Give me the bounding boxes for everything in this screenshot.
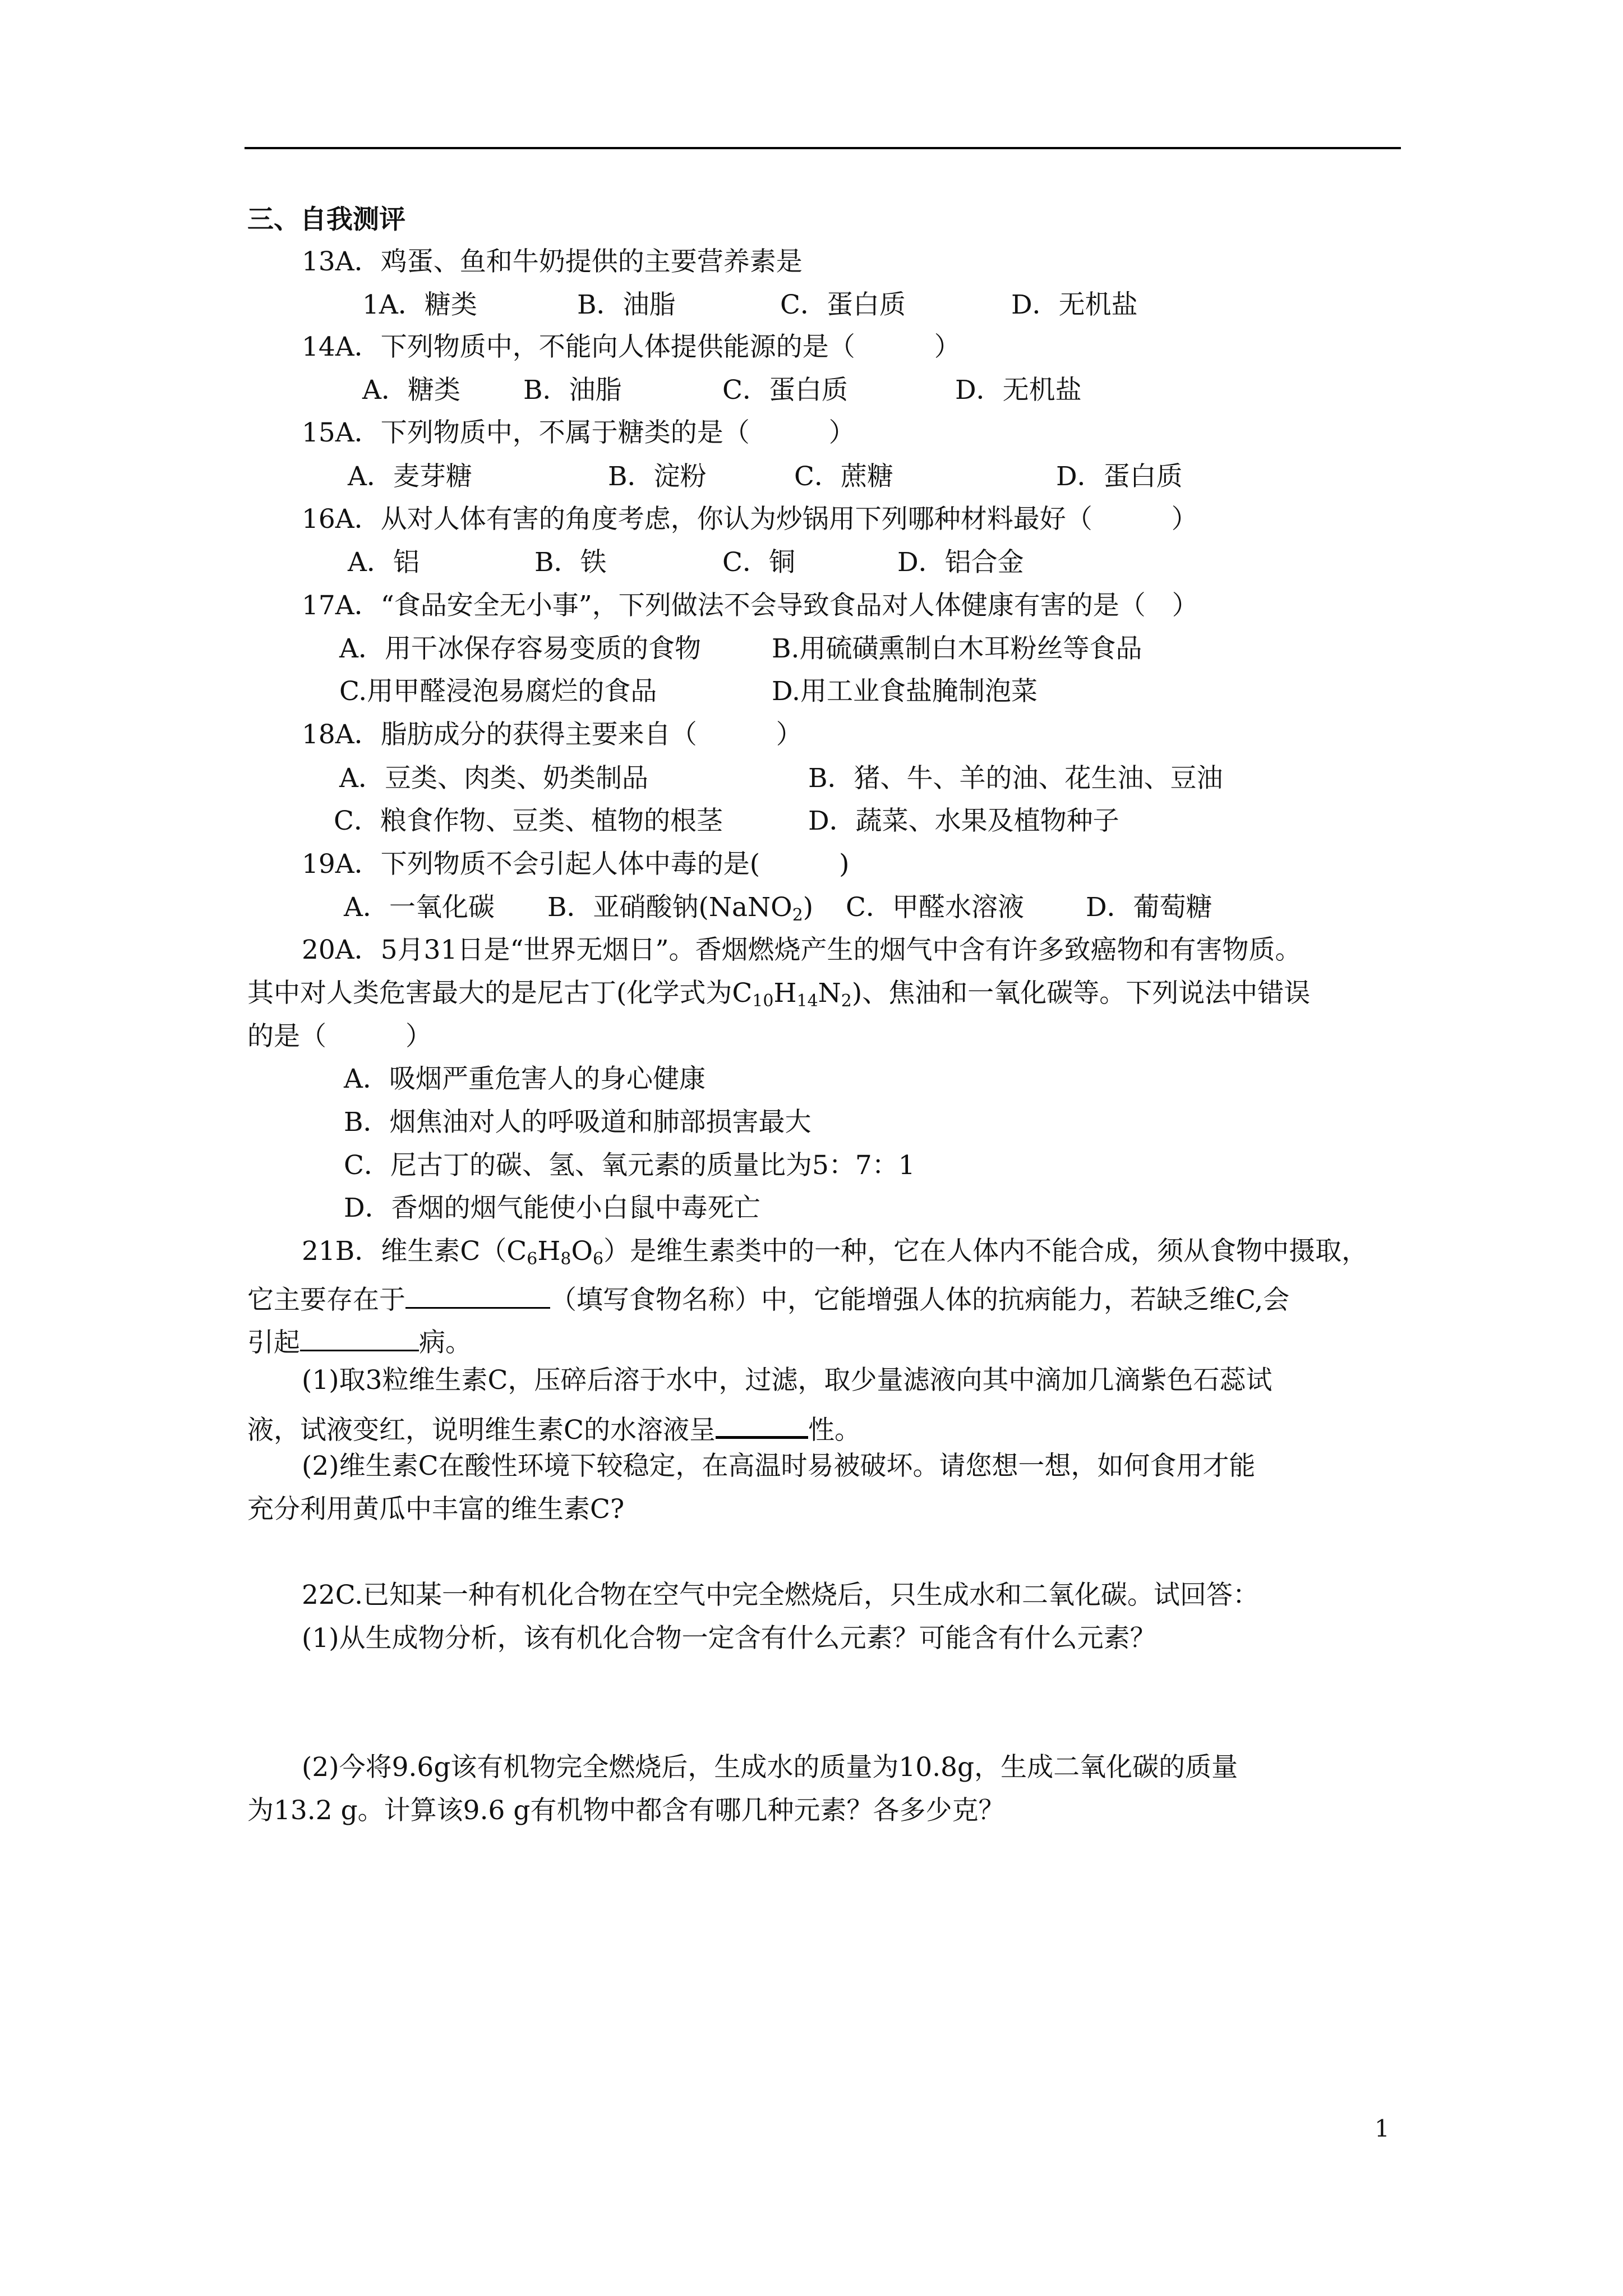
question-19-option-d: D．葡萄糖 bbox=[1086, 892, 1212, 923]
question-20-option-c: C．尼古丁的碳、氢、氧元素的质量比为5：7：1 bbox=[344, 1150, 915, 1181]
page-number: 1 bbox=[1375, 2115, 1390, 2142]
section-title: 三、自我测评 bbox=[247, 204, 405, 235]
question-19-option-b: B．亚硝酸钠(NaNO$_2$) bbox=[547, 892, 814, 925]
question-22-part-1: (1)从生成物分析，该有机化合物一定含有什么元素？可能含有什么元素？ bbox=[302, 1623, 1156, 1654]
question-17-option-d: D.用工业食盐腌制泡菜 bbox=[772, 676, 1038, 707]
header-rule bbox=[245, 147, 1401, 149]
question-20-line-1: 20A．5月31日是“世界无烟日”。香烟燃烧产生的烟气中含有许多致癌物和有害物质。 bbox=[302, 935, 1302, 965]
question-21-part-2-line-1: (2)维生素C在酸性环境下较稳定，在高温时易被破坏。请您想一想，如何食用才能 bbox=[302, 1451, 1256, 1481]
question-13-option-a: 1A．糖类 bbox=[362, 289, 477, 320]
question-21-part-2-line-2: 充分利用黄瓜中丰富的维生素C? bbox=[247, 1494, 625, 1525]
question-13-stem: 13A．鸡蛋、鱼和牛奶提供的主要营养素是 bbox=[302, 246, 803, 277]
question-14-stem: 14A．下列物质中，不能向人体提供能源的是（ ） bbox=[302, 332, 961, 362]
question-18-option-a: A．豆类、肉类、奶类制品 bbox=[339, 763, 648, 794]
disease-blank[interactable] bbox=[300, 1324, 419, 1351]
question-20-option-b: B．烟焦油对人的呼吸道和肺部损害最大 bbox=[344, 1107, 811, 1138]
food-name-blank[interactable] bbox=[405, 1281, 550, 1309]
question-17-option-b: B.用硫磺熏制白木耳粉丝等食品 bbox=[772, 633, 1142, 664]
question-16-stem: 16A．从对人体有害的角度考虑，你认为炒锅用下列哪种材料最好（ ） bbox=[302, 504, 1198, 535]
question-14-option-c: C．蛋白质 bbox=[722, 375, 848, 406]
question-17-option-a: A．用干冰保存容易变质的食物 bbox=[339, 633, 701, 664]
question-15-option-d: D．蛋白质 bbox=[1056, 461, 1183, 492]
question-18-stem: 18A．脂肪成分的获得主要来自（ ） bbox=[302, 719, 803, 750]
question-19-option-c: C．甲醛水溶液 bbox=[846, 892, 1024, 923]
question-13-option-d: D．无机盐 bbox=[1011, 289, 1138, 320]
question-22-part-2-line-2: 为13.2 g。计算该9.6 g有机物中都含有哪几种元素？各多少克？ bbox=[247, 1795, 1005, 1826]
question-20-option-d: D．香烟的烟气能使小白鼠中毒死亡 bbox=[344, 1193, 760, 1223]
question-13-option-b: B．油脂 bbox=[577, 289, 676, 320]
question-15-option-b: B．淀粉 bbox=[608, 461, 707, 492]
question-16-option-c: C．铜 bbox=[722, 547, 795, 578]
question-22-line-1: 22C.已知某一种有机化合物在空气中完全燃烧后，只生成水和二氧化碳。试回答： bbox=[302, 1580, 1260, 1611]
question-21-line-2: 它主要存在于 （填写食物名称）中，它能增强人体的抗病能力，若缺乏维C,会 bbox=[247, 1281, 1289, 1313]
question-21-part-1-line-2: 液，试液变红，说明维生素C的水溶液呈 性。 bbox=[247, 1410, 861, 1443]
question-15-option-c: C．蔗糖 bbox=[794, 461, 893, 492]
question-13-option-c: C．蛋白质 bbox=[780, 289, 906, 320]
question-18-option-b: B．猪、牛、羊的油、花生油、豆油 bbox=[808, 763, 1223, 794]
question-21-line-3: 引起 病。 bbox=[247, 1324, 472, 1356]
question-22-part-2-line-1: (2)今将9.6g该有机物完全燃烧后，生成水的质量为10.8g，生成二氧化碳的质量 bbox=[302, 1752, 1238, 1783]
question-21-part-1-line-1: (1)取3粒维生素C，压碎后溶于水中，过滤，取少量滤液向其中滴加几滴紫色石蕊试 bbox=[302, 1365, 1272, 1396]
question-19-stem: 19A．下列物质不会引起人体中毒的是( ) bbox=[302, 849, 850, 880]
question-17-stem: 17A．“食品安全无小事”，下列做法不会导致食品对人体健康有害的是（ ） bbox=[302, 590, 1198, 621]
question-15-stem: 15A．下列物质中，不属于糖类的是（ ） bbox=[302, 417, 855, 448]
question-16-option-b: B．铁 bbox=[534, 547, 607, 578]
question-21-line-1: 21B．维生素$C(C_6H_8O_6)$是维生素类中的一种，它在人体内不能合成，须从食物中摄取， bbox=[302, 1236, 1368, 1269]
question-20-option-a: A．吸烟严重危害人的身心健康 bbox=[344, 1064, 706, 1094]
question-20-line-2: 其中对人类危害最大的是尼古丁(化学式为$C_{10}H_{14}N_2$)、焦油和一氧化碳等。下列说法中错误 bbox=[247, 978, 1311, 1011]
question-14-option-a: A．糖类 bbox=[362, 375, 460, 406]
question-16-option-a: A．铝 bbox=[348, 547, 419, 578]
question-14-option-d: D．无机盐 bbox=[955, 375, 1082, 406]
question-15-option-a: A．麦芽糖 bbox=[348, 461, 472, 492]
question-18-option-c: C．粮食作物、豆类、植物的根茎 bbox=[334, 806, 723, 836]
question-18-option-d: D．蔬菜、水果及植物种子 bbox=[808, 806, 1119, 836]
question-16-option-d: D．铝合金 bbox=[897, 547, 1024, 578]
acidity-blank[interactable] bbox=[716, 1410, 808, 1439]
question-14-option-b: B．油脂 bbox=[523, 375, 622, 406]
question-19-option-a: A．一氧化碳 bbox=[344, 892, 495, 923]
question-17-option-c: C.用甲醛浸泡易腐烂的食品 bbox=[339, 676, 657, 707]
question-20-line-3: 的是（ ） bbox=[247, 1021, 432, 1052]
